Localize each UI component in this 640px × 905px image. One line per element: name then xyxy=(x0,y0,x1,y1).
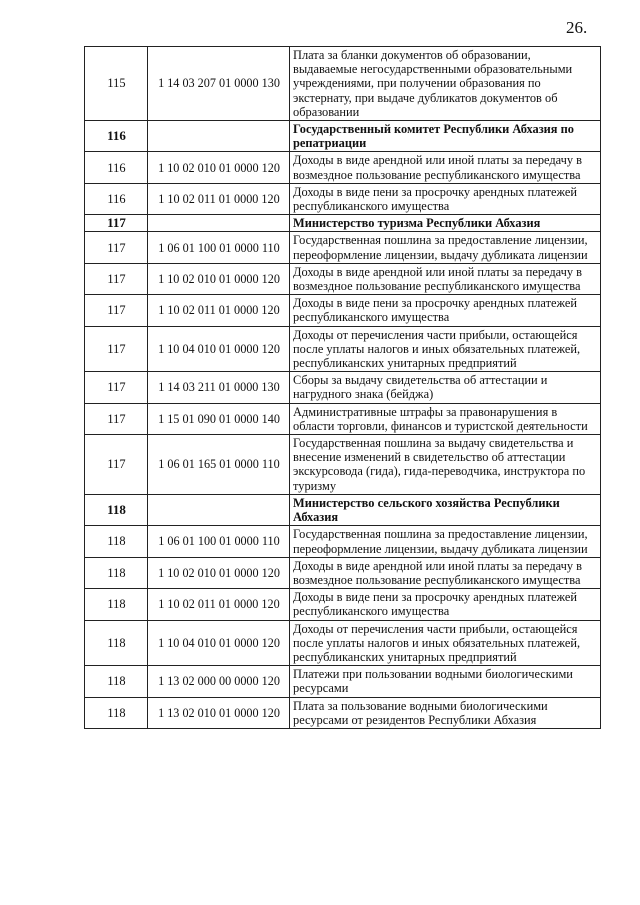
admin-code-cell: 117 xyxy=(85,372,148,403)
revenue-description-cell: Плата за пользование водными биологическими ресурсами от резидентов Республики Абхазия xyxy=(290,697,601,728)
table-row xyxy=(85,557,601,588)
table-row xyxy=(85,263,601,294)
revenue-description-cell: Доходы в виде пени за просрочку арендных платежей республиканского имущества xyxy=(290,183,601,214)
budget-code-cell: 1 13 02 000 00 0000 120 xyxy=(148,666,290,697)
budget-code-cell: 1 06 01 165 01 0000 110 xyxy=(148,435,290,495)
table-row xyxy=(85,47,601,121)
table-row xyxy=(85,589,601,620)
table-row xyxy=(85,232,601,263)
table-row xyxy=(85,372,601,403)
revenue-description-cell: Доходы от перечисления части прибыли, остающейся после уплаты налогов и иных обязательных платежей, республиканских унитарных предприятий xyxy=(290,620,601,666)
budget-code-cell: 1 10 02 010 01 0000 120 xyxy=(148,263,290,294)
budget-code-cell: 1 14 03 207 01 0000 130 xyxy=(148,47,290,121)
budget-code-cell: 1 13 02 010 01 0000 120 xyxy=(148,697,290,728)
revenue-codes-table-container xyxy=(84,46,600,729)
ministry-name-cell: Государственный комитет Республики Абхазия по репатриации xyxy=(290,121,601,152)
budget-code-cell: 1 10 02 011 01 0000 120 xyxy=(148,295,290,326)
admin-code-cell: 118 xyxy=(85,589,148,620)
table-row xyxy=(85,697,601,728)
table-row xyxy=(85,620,601,666)
table-row xyxy=(85,526,601,557)
admin-code-cell: 115 xyxy=(85,47,148,121)
revenue-description-cell: Доходы в виде арендной или иной платы за передачу в возмездное пользование республиканского имущества xyxy=(290,263,601,294)
budget-code-cell: 1 06 01 100 01 0000 110 xyxy=(148,526,290,557)
budget-code-cell: 1 10 04 010 01 0000 120 xyxy=(148,620,290,666)
table-row xyxy=(85,326,601,372)
table-row xyxy=(85,295,601,326)
budget-code-cell xyxy=(148,494,290,525)
ministry-name-cell: Министерство туризма Республики Абхазия xyxy=(290,215,601,232)
budget-code-cell xyxy=(148,215,290,232)
table-row xyxy=(85,403,601,434)
section-header-row xyxy=(85,215,601,232)
admin-code-cell: 118 xyxy=(85,697,148,728)
table-row xyxy=(85,435,601,495)
revenue-description-cell: Доходы в виде пени за просрочку арендных платежей республиканского имущества xyxy=(290,295,601,326)
admin-code-cell: 116 xyxy=(85,152,148,183)
admin-code-cell: 118 xyxy=(85,526,148,557)
section-header-row xyxy=(85,494,601,525)
revenue-codes-table xyxy=(84,46,601,729)
admin-code-cell: 117 xyxy=(85,295,148,326)
revenue-description-cell: Доходы в виде арендной или иной платы за передачу в возмездное пользование республиканского имущества xyxy=(290,152,601,183)
budget-code-cell: 1 15 01 090 01 0000 140 xyxy=(148,403,290,434)
table-body xyxy=(85,47,601,729)
ministry-name-cell: Министерство сельского хозяйства Республики Абхазия xyxy=(290,494,601,525)
admin-code-cell: 118 xyxy=(85,620,148,666)
admin-code-cell: 117 xyxy=(85,263,148,294)
budget-code-cell: 1 10 02 010 01 0000 120 xyxy=(148,557,290,588)
revenue-description-cell: Государственная пошлина за выдачу свидетельства и внесение изменений в свидетельство об аттестации экскурсовода (гида), гида-переводчика, инструктора по туризму xyxy=(290,435,601,495)
budget-code-cell: 1 06 01 100 01 0000 110 xyxy=(148,232,290,263)
budget-code-cell xyxy=(148,121,290,152)
table-row xyxy=(85,666,601,697)
admin-code-cell: 117 xyxy=(85,326,148,372)
budget-code-cell: 1 10 04 010 01 0000 120 xyxy=(148,326,290,372)
admin-code-cell: 117 xyxy=(85,215,148,232)
revenue-description-cell: Государственная пошлина за предоставление лицензии, переоформление лицензии, выдачу дубликата лицензии xyxy=(290,232,601,263)
revenue-description-cell: Доходы от перечисления части прибыли, остающейся после уплаты налогов и иных обязательных платежей, республиканских унитарных предприятий xyxy=(290,326,601,372)
revenue-description-cell: Плата за бланки документов об образовании, выдаваемые негосударственными образовательными учреждениями, при получении образования по экстернату, при выдаче дубликатов документов об образовании xyxy=(290,47,601,121)
table-row xyxy=(85,152,601,183)
revenue-description-cell: Сборы за выдачу свидетельства об аттестации и нагрудного знака (бейджа) xyxy=(290,372,601,403)
admin-code-cell: 117 xyxy=(85,403,148,434)
budget-code-cell: 1 10 02 010 01 0000 120 xyxy=(148,152,290,183)
revenue-description-cell: Административные штрафы за правонарушения в области торговли, финансов и туристской деятельности xyxy=(290,403,601,434)
revenue-description-cell: Доходы в виде арендной или иной платы за передачу в возмездное пользование республиканского имущества xyxy=(290,557,601,588)
revenue-description-cell: Платежи при пользовании водными биологическими ресурсами xyxy=(290,666,601,697)
admin-code-cell: 118 xyxy=(85,666,148,697)
page-number: 26. xyxy=(566,18,588,37)
admin-code-cell: 116 xyxy=(85,121,148,152)
budget-code-cell: 1 10 02 011 01 0000 120 xyxy=(148,183,290,214)
revenue-description-cell: Государственная пошлина за предоставление лицензии, переоформление лицензии, выдачу дубликата лицензии xyxy=(290,526,601,557)
admin-code-cell: 116 xyxy=(85,183,148,214)
revenue-description-cell: Доходы в виде пени за просрочку арендных платежей республиканского имущества xyxy=(290,589,601,620)
budget-code-cell: 1 14 03 211 01 0000 130 xyxy=(148,372,290,403)
admin-code-cell: 117 xyxy=(85,435,148,495)
budget-code-cell: 1 10 02 011 01 0000 120 xyxy=(148,589,290,620)
admin-code-cell: 118 xyxy=(85,557,148,588)
section-header-row xyxy=(85,121,601,152)
table-row xyxy=(85,183,601,214)
admin-code-cell: 118 xyxy=(85,494,148,525)
admin-code-cell: 117 xyxy=(85,232,148,263)
